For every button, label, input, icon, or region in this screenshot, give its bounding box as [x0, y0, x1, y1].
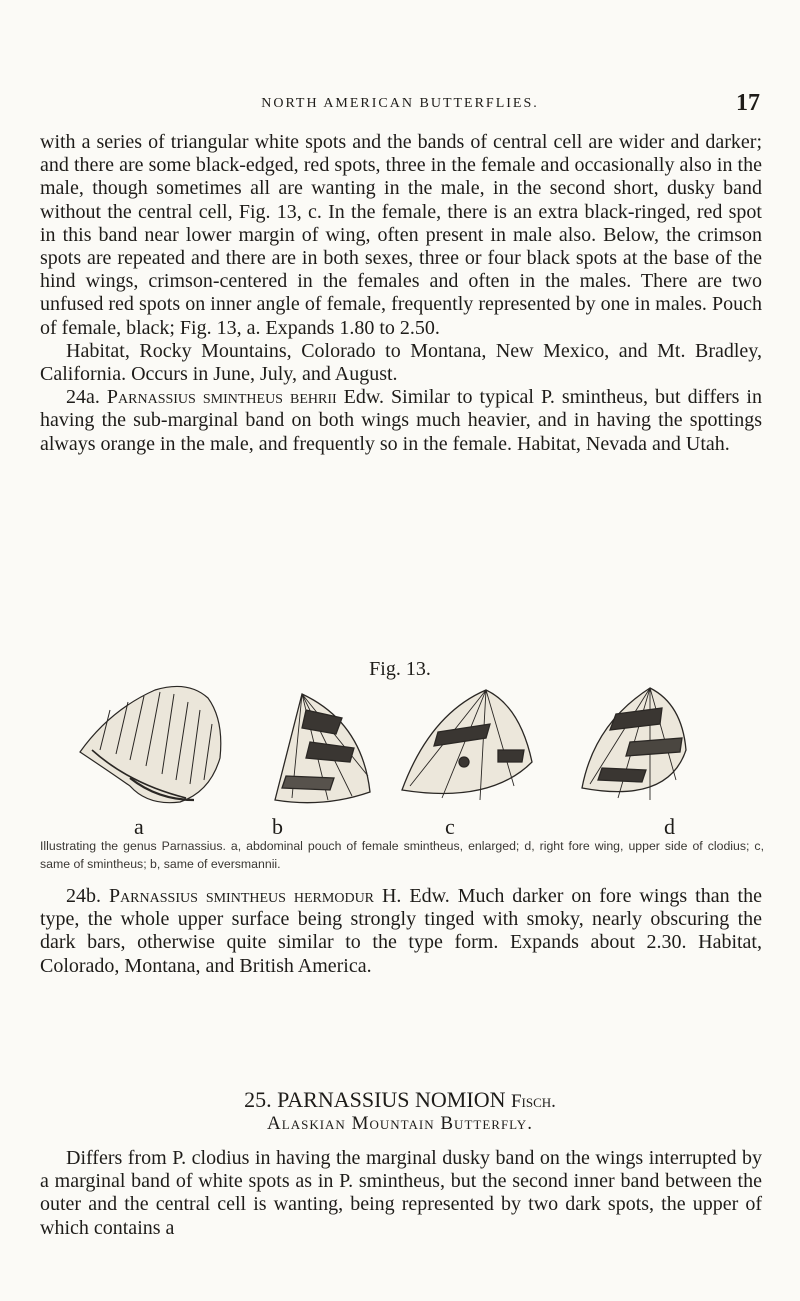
species-description: Much darker on fore wings than the type, the whole upper surface being strongly tinged with smoky, nearly obscuring the dark bars, otherwise quite similar to the type form. Expands about 2.30. Habitat, Colorado, Montana, and British America.	[40, 885, 762, 977]
species-description: Similar to typical P. smintheus, but differs in having the sub-marginal band on both wings much heavier, and in having the spottings always orange in the male, and frequently so in the female. Habitat, Nevada and Utah.	[40, 386, 762, 455]
figure-label-c: c	[445, 814, 455, 839]
species-author: Edw.	[343, 386, 385, 409]
paragraph-continuation: with a series of triangular white spots and the bands of central cell are wider and darker; and there are some black-edged, red spots, three in the female and occasionally also in the male, though sometimes all are wanting in the male, in the second short, dusky band without the central cell, Fig. 13, c. In the female, there is an extra black-ringed, red spot in this band near lower margin of wing, often present in male also. Below, the crimson spots are repeated and there are in both sexes, three or four black spots at the base of the hind wings, crimson-centered in the females and often in the males. There are two unfused red spots on inner angle of female, frequently represented by one in males. Pouch of female, black; Fig. 13, a. Expands 1.80 to 2.50.	[40, 131, 762, 339]
figure-illustration	[70, 680, 720, 810]
paragraph-habitat: Habitat, Rocky Mountains, Colorado to Montana, New Mexico, and Mt. Bradley, California. Occurs in June, July, and August.	[40, 339, 762, 386]
species-number: 24a.	[66, 386, 100, 409]
fore-wing-d-illustration	[582, 688, 686, 800]
section-heading	[0, 1087, 800, 1113]
species-name: Parnassius smintheus hermodur	[108, 885, 375, 907]
figure-label-a: a	[134, 814, 144, 839]
abdominal-pouch-illustration	[80, 686, 221, 802]
species-author: H. Edw.	[381, 885, 450, 907]
figure-caption: Illustrating the genus Parnassius. a, abdominal pouch of female smintheus, enlarged; d, right fore wing, upper side of clodius; c, same of smintheus; b, same of eversmannii.	[40, 839, 764, 871]
paragraph-nomion: Differs from P. clodius in having the marginal dusky band on the wings interrupted by a marginal band of white spots as in P. smintheus, but the second inner band between the outer and the central cell is wanting, being represented by two dark spots, the upper of which contains a	[40, 1147, 762, 1239]
figure-label-b: b	[272, 814, 283, 839]
section-heading-author: Fisch.	[510, 1091, 556, 1112]
body-text-bottom	[40, 1147, 762, 1240]
body-text-top	[40, 131, 762, 456]
figure-label-d: d	[664, 814, 675, 839]
fore-wing-c-illustration	[402, 690, 532, 800]
species-number: 24b.	[66, 885, 101, 907]
figure-labels	[0, 814, 800, 838]
figure-title: Fig. 13.	[369, 658, 431, 680]
section-heading-title: 25. PARNASSIUS NOMION	[244, 1087, 506, 1112]
paragraph-hermodur	[40, 885, 762, 978]
fore-wing-b-illustration	[275, 694, 370, 803]
page-number: 17	[736, 90, 760, 116]
paragraph-behrii	[40, 386, 762, 456]
running-head: NORTH AMERICAN BUTTERFLIES.	[261, 96, 539, 111]
body-text-middle	[40, 885, 762, 978]
species-name: Parnassius smintheus behrii	[106, 386, 337, 409]
common-name: Alaskian Mountain Butterfly.	[267, 1113, 533, 1134]
